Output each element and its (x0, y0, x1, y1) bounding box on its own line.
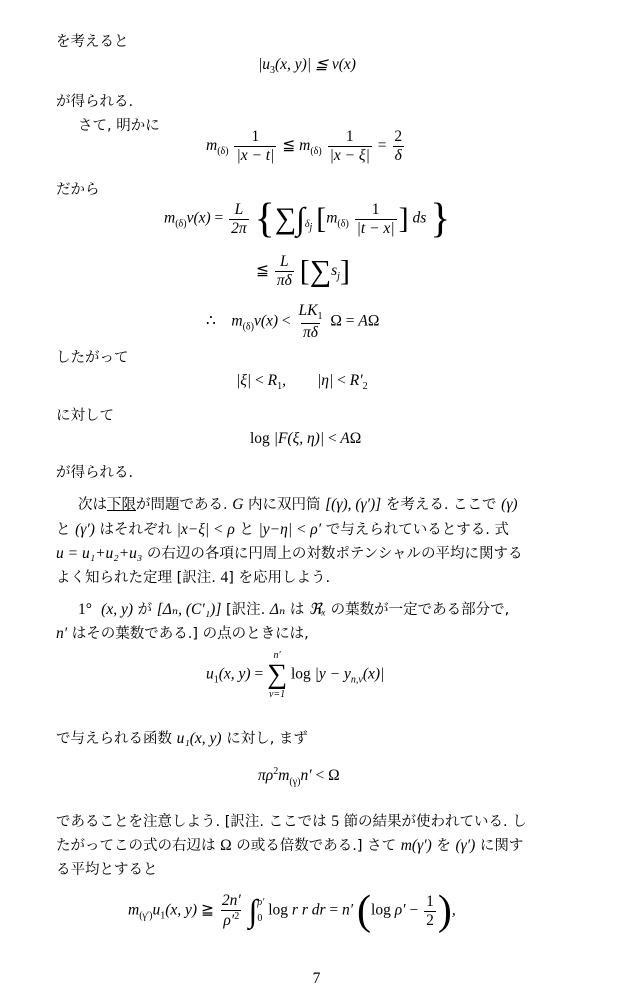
text-line: を考えると (56, 34, 129, 50)
equation-therefore: ∴ $m_{(\delta)}v(x)$ < $\frac{LK_1}{\pi\delta}$ Ω = AΩ (206, 302, 380, 341)
text-line: と (γ′) はそれぞれ |x−ξ| < ρ と |y−η| < ρ′ で与えられているとする. 式 (56, 521, 509, 538)
text-line: さて, 明かに (78, 118, 160, 134)
text-line: であることを注意しよう. [訳注. ここでは 5 節の結果が使われている. し (56, 813, 527, 830)
text-line: で与えられる函数 u₁(x, y) に対し, まず (56, 730, 308, 747)
text-line: したがって (56, 350, 129, 366)
equation-u3-bound: $|u_3(x$, y)| ≦ v(x) (258, 56, 356, 77)
equation-xi-eta: $|\xi| < R_1$, $|\eta| < R'_2$ (236, 372, 368, 393)
equation-u1-sum: $u_1(x$, y) = n′ ∑ ν=1 $\log |y - y_{n,\nu}(x)|$ (206, 650, 385, 700)
equation-mv: $m_{(\delta)}v(x)$ = $\frac{L}{2\pi}$ {$\sum\int_{\delta_j}$ [$m_{(\delta)}$ $\frac{1}{|t - x|}$ ] ds } (164, 196, 451, 242)
text-line: u = u₁+u₂+u₃ の右辺の各項に円周上の対数ポテンシャルの平均に関する (56, 545, 523, 562)
text-line: る平均とすると (56, 862, 158, 878)
equation-pi-rho: $\pi\rho^2m_{(\gamma)}n' < \Omega$ (258, 766, 340, 788)
text-line: よく知られた定理 [訳注. 4] を応用しよう. (56, 569, 331, 586)
text-line: 1° (x, y) が [Δₙ, (C′₁)] [訳注. Δₙ は ℜₓ の葉数が一定である部分で, (78, 601, 510, 618)
text-line: が得られる. (56, 465, 134, 481)
text-line: だから (56, 182, 100, 198)
text-line: 次は下限が問題である. G 内に双円筒 [(γ), (γ′)] を考える. ここで (γ) (78, 496, 518, 513)
equation-mean-bound: $m_{(\delta)}$ $\frac{1}{|x - t|}$ ≦ $m_{(\delta)}$ $\frac{1}{|x - \xi|}$ = $\frac{2}{\delta}$ (206, 128, 403, 164)
equation-bound-sum: ≦ $\frac{L}{\pi\delta}$ $[\sum s_j]$ (256, 253, 350, 289)
underlined-term: 下限 (107, 497, 136, 513)
text-line: に対して (56, 408, 114, 424)
text-line: たがってこの式の右辺は Ω の或る倍数である.] さて m(γ′) を (γ′) に関す (56, 837, 524, 854)
text-line: n′ はその葉数である.] の点のときには, (56, 625, 309, 642)
equation-logF: log |F(ξ, η)| < AΩ (250, 430, 362, 447)
equation-mean-u1: $m_{(\gamma')}u_1(x$, y) ≧ $\frac{2n'}{\rho'^2}$ ∫ ρ′ 0 log r r dr = n′ (log ρ′ − $\frac{1}{2}$ ), (128, 888, 456, 934)
text-line: が得られる. (56, 94, 134, 110)
page-number: 7 (312, 970, 321, 987)
